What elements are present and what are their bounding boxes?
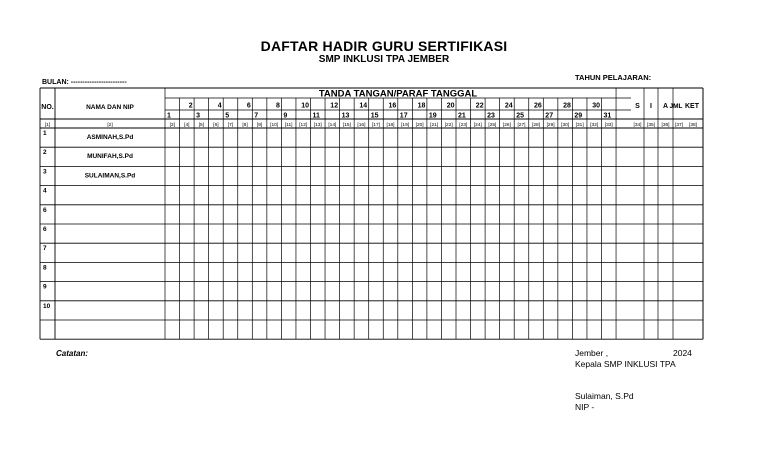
even-day-label: 14 (359, 102, 368, 110)
odd-day-label: 21 (458, 112, 466, 120)
column-index: [29] (546, 123, 555, 128)
even-day-label: 24 (504, 102, 513, 110)
row-number: 8 (43, 264, 47, 272)
row-number: 6 (43, 206, 47, 214)
column-index: [20] (415, 123, 424, 128)
column-index: [35] (646, 123, 656, 128)
column-index: [19] (401, 123, 410, 128)
catatan-label: Catatan: (56, 349, 89, 358)
document-title: DAFTAR HADIR GURU SERTIFIKASI (260, 38, 508, 54)
even-day-label: 22 (475, 102, 484, 110)
even-day-label: 12 (330, 102, 339, 110)
column-index: [6] (213, 123, 219, 128)
signature-position: Kepala SMP INKLUSI TPA (575, 359, 676, 369)
even-day-label: 2 (188, 102, 193, 110)
odd-day-label: 23 (487, 112, 495, 120)
odd-day-label: 17 (399, 112, 408, 120)
odd-day-label: 5 (225, 112, 230, 120)
signature-name: Sulaiman, S.Pd (575, 391, 634, 401)
signature-place: Jember , (575, 348, 609, 358)
column-index: [32] (590, 123, 599, 128)
column-index: [10] (270, 123, 279, 128)
even-day-label: 16 (388, 102, 397, 110)
column-index: [24] (473, 123, 482, 128)
column-index: [18] (386, 123, 395, 128)
signature-nip: NIP - (575, 402, 595, 412)
odd-day-label: 25 (516, 112, 524, 120)
column-index: [3] (169, 123, 175, 128)
header-a: A (662, 103, 669, 110)
column-index: [9] (256, 123, 263, 128)
column-index: [38] (688, 123, 698, 128)
odd-day-label: 19 (428, 112, 437, 120)
group-header-text: TANDA TANGAN/PARAF TANGGAL (318, 88, 478, 100)
row-number: 9 (43, 283, 47, 291)
row-number: 7 (43, 245, 47, 253)
odd-day-label: 31 (603, 112, 612, 120)
column-index: [16] (357, 123, 366, 128)
column-index: [17] (371, 123, 380, 128)
row-number: 3 (43, 168, 47, 176)
even-day-label: 28 (563, 102, 571, 110)
column-index: [11] (284, 123, 293, 128)
column-index: [22] (444, 123, 453, 128)
row-number: 4 (43, 187, 47, 195)
column-index: [27] (517, 123, 526, 128)
tahun-pelajaran-label: TAHUN PELAJARAN: (575, 73, 652, 82)
column-index: [21] (430, 123, 439, 128)
row-number: 6 (43, 226, 47, 233)
column-index: [14] (328, 123, 337, 128)
odd-day-label: 29 (574, 112, 583, 120)
row-number: 2 (43, 149, 47, 157)
column-index: [5] (198, 123, 205, 128)
column-index: [1] (44, 123, 51, 128)
even-day-label: 4 (217, 102, 222, 110)
row-number: 1 (43, 130, 47, 137)
teacher-name: ASMINAH,S.Pd (86, 134, 134, 141)
column-index: [12] (299, 123, 308, 128)
even-day-label: 8 (275, 102, 280, 110)
column-index: [4] (184, 123, 190, 128)
column-index: [13] (313, 123, 322, 128)
header-name-nip: NAMA DAN NIP (86, 104, 134, 111)
column-index: [34] (633, 123, 642, 128)
column-index: [2] (107, 123, 113, 128)
header-no: NO. (41, 104, 54, 111)
column-index: [7] (227, 123, 234, 128)
header-jml: JML (669, 103, 683, 110)
odd-day-label: 7 (254, 112, 259, 120)
column-index: [36] (661, 123, 670, 128)
even-day-label: 26 (534, 102, 542, 110)
even-day-label: 30 (592, 102, 600, 110)
column-index: [31] (575, 123, 584, 128)
column-index: [25] (488, 123, 497, 128)
column-index: [33] (604, 123, 613, 128)
column-index: [37] (675, 123, 684, 128)
odd-day-label: 15 (370, 112, 379, 120)
odd-day-label: 3 (196, 112, 201, 120)
teacher-name: SULAIMAN,S.Pd (84, 172, 136, 180)
even-day-label: 6 (246, 102, 251, 110)
teacher-name: MUNIFAH,S.Pd (87, 153, 133, 161)
odd-day-label: 13 (341, 112, 350, 120)
even-day-label: 18 (417, 102, 426, 110)
odd-day-label: 27 (545, 112, 554, 120)
header-i: I (650, 103, 652, 110)
bulan-label: BULAN: ------------------------ (42, 79, 127, 86)
odd-day-label: 9 (283, 112, 288, 120)
row-number: 10 (43, 302, 51, 310)
header-s: S (635, 103, 640, 110)
column-index: [23] (459, 123, 468, 128)
odd-day-label: 1 (167, 112, 171, 120)
column-index: [28] (532, 123, 541, 128)
column-index: [8] (242, 123, 248, 128)
column-index: [26] (502, 123, 511, 128)
odd-day-label: 11 (312, 112, 320, 120)
even-day-label: 10 (301, 102, 309, 110)
column-index: [15] (342, 123, 351, 128)
document-subtitle: SMP INKLUSI TPA JEMBER (318, 54, 450, 65)
header-ket: KET (685, 103, 699, 110)
signature-year: 2024 (673, 348, 692, 358)
column-index: [30] (561, 123, 570, 128)
even-day-label: 20 (446, 102, 455, 110)
